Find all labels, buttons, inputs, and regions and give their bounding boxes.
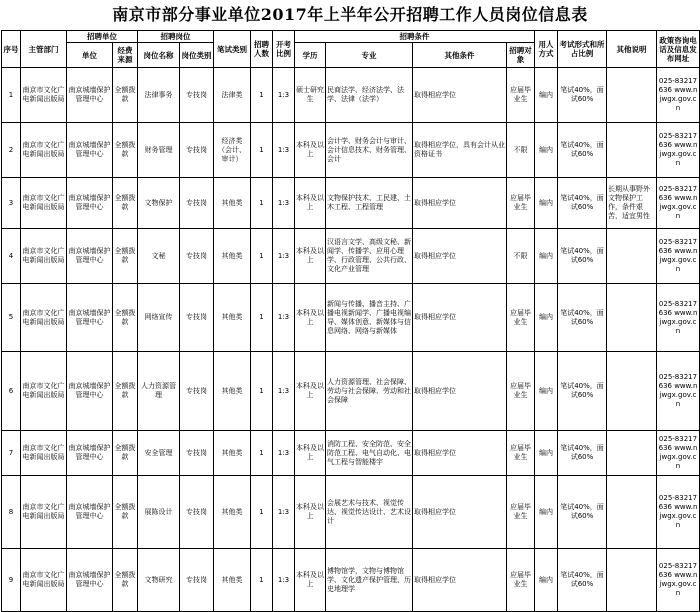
cell-major: 消防工程、安全防范、安全防范工程、电气自动化、电气工程与智能楼宇 (326, 431, 413, 476)
cell-ratio: 1:3 (273, 123, 295, 178)
cell-education: 本科及以上 (295, 352, 326, 431)
cell-post: 安全管理 (138, 431, 180, 476)
cell-notes (607, 229, 657, 284)
cell-funding: 全额拨款 (113, 178, 138, 229)
cell-notes (607, 284, 657, 352)
cell-post: 法律事务 (138, 68, 180, 123)
cell-seq: 6 (2, 352, 21, 431)
cell-major: 博物馆学，文物与博物馆学、文化遗产保护管理、历史地理学 (326, 549, 413, 612)
header-major: 专业 (326, 43, 413, 68)
header-post-type: 岗位类别 (180, 43, 214, 68)
cell-exam: 法律类 (214, 68, 251, 123)
cell-exam: 其他类 (214, 178, 251, 229)
cell-dept: 南京市文化广电新闻出版局 (21, 284, 67, 352)
header-conditions: 招聘条件 (295, 31, 535, 43)
cell-education: 本科及以上 (295, 123, 326, 178)
cell-exam-form: 笔试40%，面试60% (558, 229, 607, 284)
cell-ratio: 1:3 (273, 68, 295, 123)
header-count: 招聘人数 (251, 31, 273, 68)
cell-employ: 编内 (535, 431, 558, 476)
cell-dept: 南京市文化广电新闻出版局 (21, 352, 67, 431)
header-dept: 主管部门 (21, 31, 67, 68)
cell-ratio: 1:3 (273, 476, 295, 549)
cell-major: 人力资源管理、社会保障、劳动与社会保障、劳动和社会保障 (326, 352, 413, 431)
cell-ratio: 1:3 (273, 284, 295, 352)
cell-dept: 南京市文化广电新闻出版局 (21, 68, 67, 123)
cell-dept: 南京市文化广电新闻出版局 (21, 123, 67, 178)
cell-other: 取得相应学位 (413, 68, 507, 123)
cell-education: 本科及以上 (295, 431, 326, 476)
cell-funding: 全额拨款 (113, 123, 138, 178)
table-row (2, 68, 700, 123)
cell-seq: 9 (2, 549, 21, 612)
header-employ: 用人方式 (535, 31, 558, 68)
cell-seq: 5 (2, 284, 21, 352)
cell-unit: 南京城墙保护管理中心 (67, 352, 113, 431)
cell-post-type: 专技岗 (180, 229, 214, 284)
cell-count: 1 (251, 284, 273, 352)
cell-ratio: 1:3 (273, 549, 295, 612)
header-seq: 序号 (2, 31, 21, 68)
cell-major: 汉语言文学、高级文秘、新闻学、传播学、应用心理学、行政管理、公共行政、文化产业管理 (326, 229, 413, 284)
cell-major: 会计学、财务会计与审计、会计信息技术、财务管理、会计 (326, 123, 413, 178)
cell-education: 硕士研究生 (295, 68, 326, 123)
cell-exam-form: 笔试40%，面试60% (558, 476, 607, 549)
cell-post-type: 专技岗 (180, 178, 214, 229)
cell-other: 取得相应学位 (413, 352, 507, 431)
cell-exam: 经济类（会计、审计） (214, 123, 251, 178)
cell-exam-form: 笔试40%，面试60% (558, 431, 607, 476)
cell-post: 文秘 (138, 229, 180, 284)
cell-unit: 南京城墙保护管理中心 (67, 476, 113, 549)
cell-education: 本科及以上 (295, 178, 326, 229)
cell-exam-form: 笔试40%，面试60% (558, 123, 607, 178)
cell-dept: 南京市文化广电新闻出版局 (21, 431, 67, 476)
cell-major: 民商法学、经济法学、法学、法律（法学） (326, 68, 413, 123)
cell-count: 1 (251, 476, 273, 549)
cell-ratio: 1:3 (273, 229, 295, 284)
cell-employ: 编内 (535, 178, 558, 229)
cell-major: 会展艺术与技术、视觉传达、视觉传达设计、艺术设计 (326, 476, 413, 549)
header-funding: 经费来源 (113, 43, 138, 68)
cell-exam-form: 笔试40%，面试60% (558, 352, 607, 431)
cell-count: 1 (251, 68, 273, 123)
cell-post: 文物研究 (138, 549, 180, 612)
cell-seq: 1 (2, 68, 21, 123)
cell-notes (607, 431, 657, 476)
cell-seq: 3 (2, 178, 21, 229)
cell-post: 人力资源管理 (138, 352, 180, 431)
cell-count: 1 (251, 123, 273, 178)
table-row (2, 431, 700, 476)
cell-target: 应届毕业生 (507, 68, 535, 123)
cell-funding: 全额拨款 (113, 549, 138, 612)
cell-dept: 南京市文化广电新闻出版局 (21, 229, 67, 284)
cell-education: 本科及以上 (295, 476, 326, 549)
cell-ratio: 1:3 (273, 178, 295, 229)
table-row (2, 352, 700, 431)
cell-employ: 编内 (535, 123, 558, 178)
cell-education: 本科及以上 (295, 284, 326, 352)
cell-post-type: 专技岗 (180, 68, 214, 123)
cell-target: 应届毕业生 (507, 476, 535, 549)
cell-contact: 025-83217636 www.njwgx.gov.cn (657, 549, 700, 612)
cell-notes (607, 476, 657, 549)
table-row (2, 178, 700, 229)
cell-exam: 其他类 (214, 284, 251, 352)
cell-employ: 编内 (535, 68, 558, 123)
table-row (2, 229, 700, 284)
cell-post: 网络宣传 (138, 284, 180, 352)
cell-post: 展陈设计 (138, 476, 180, 549)
cell-seq: 2 (2, 123, 21, 178)
cell-count: 1 (251, 431, 273, 476)
cell-employ: 编内 (535, 284, 558, 352)
table-row (2, 284, 700, 352)
cell-other: 取得相应学位 (413, 229, 507, 284)
cell-target: 不限 (507, 229, 535, 284)
cell-post-type: 专技岗 (180, 123, 214, 178)
cell-major: 新闻与传播、播音主持、广播电视新闻学、广播电视编导、媒体创意、新媒体与信息网络、网络与新媒体 (326, 284, 413, 352)
cell-contact: 025-83217636 www.njwgx.gov.cn (657, 352, 700, 431)
cell-contact: 025-83217636 www.njwgx.gov.cn (657, 431, 700, 476)
cell-notes (607, 352, 657, 431)
cell-funding: 全额拨款 (113, 68, 138, 123)
cell-unit: 南京城墙保护管理中心 (67, 229, 113, 284)
header-exam-form: 考试形式和所占比例 (558, 31, 607, 68)
cell-target: 应届毕业生 (507, 352, 535, 431)
job-table (1, 30, 700, 612)
cell-target: 应届毕业生 (507, 431, 535, 476)
header-notes: 其他说明 (607, 31, 657, 68)
cell-exam-form: 笔试40%，面试60% (558, 284, 607, 352)
cell-target: 不限 (507, 123, 535, 178)
cell-post-type: 专技岗 (180, 431, 214, 476)
cell-notes: 长期从事野外文物保护工作，条件艰苦，适宜男性 (607, 178, 657, 229)
cell-unit: 南京城墙保护管理中心 (67, 178, 113, 229)
cell-post-type: 专技岗 (180, 476, 214, 549)
cell-employ: 编内 (535, 352, 558, 431)
cell-exam: 其他类 (214, 549, 251, 612)
cell-other: 取得相应学位 (413, 549, 507, 612)
cell-ratio: 1:3 (273, 352, 295, 431)
cell-dept: 南京市文化广电新闻出版局 (21, 178, 67, 229)
cell-count: 1 (251, 229, 273, 284)
cell-other: 取得相应学位 (413, 476, 507, 549)
header-education: 学历 (295, 43, 326, 68)
cell-target: 应届毕业生 (507, 549, 535, 612)
header-unit: 单位 (67, 43, 113, 68)
cell-count: 1 (251, 549, 273, 612)
header-ratio: 开考比例 (273, 31, 295, 68)
cell-funding: 全额拨款 (113, 284, 138, 352)
cell-seq: 8 (2, 476, 21, 549)
cell-exam-form: 笔试40%，面试60% (558, 549, 607, 612)
cell-funding: 全额拨款 (113, 229, 138, 284)
cell-unit: 南京城墙保护管理中心 (67, 123, 113, 178)
header-recruit-post: 招聘岗位 (138, 31, 214, 43)
cell-notes (607, 549, 657, 612)
cell-post-type: 专技岗 (180, 549, 214, 612)
cell-employ: 编内 (535, 229, 558, 284)
cell-ratio: 1:3 (273, 431, 295, 476)
cell-contact: 025-83217636 www.njwgx.gov.cn (657, 284, 700, 352)
cell-exam-form: 笔试40%，面试60% (558, 178, 607, 229)
table-row (2, 123, 700, 178)
cell-notes (607, 68, 657, 123)
cell-count: 1 (251, 352, 273, 431)
cell-other: 取得相应学位 (413, 284, 507, 352)
cell-exam: 其他类 (214, 431, 251, 476)
cell-exam-form: 笔试40%，面试60% (558, 68, 607, 123)
cell-major: 文物保护技术、工民建、土木工程、工程管理 (326, 178, 413, 229)
cell-target: 应届毕业生 (507, 178, 535, 229)
cell-unit: 南京城墙保护管理中心 (67, 431, 113, 476)
header-exam-type: 笔试类别 (214, 31, 251, 68)
cell-employ: 编内 (535, 476, 558, 549)
cell-exam: 其他类 (214, 352, 251, 431)
cell-notes (607, 123, 657, 178)
cell-seq: 7 (2, 431, 21, 476)
cell-other: 取得相应学位 (413, 431, 507, 476)
header-recruit-unit: 招聘单位 (67, 31, 138, 43)
cell-post-type: 专技岗 (180, 284, 214, 352)
cell-education: 本科及以上 (295, 229, 326, 284)
cell-contact: 025-83217636 www.njwgx.gov.cn (657, 178, 700, 229)
cell-dept: 南京市文化广电新闻出版局 (21, 476, 67, 549)
table-row (2, 476, 700, 549)
cell-contact: 025-83217636 www.njwgx.gov.cn (657, 229, 700, 284)
header-other: 其他条件 (413, 43, 507, 68)
page-title: 南京市部分事业单位2017年上半年公开招聘工作人员岗位信息表 (112, 5, 588, 24)
header-post-name: 岗位名称 (138, 43, 180, 68)
header-target: 招聘对象 (507, 43, 535, 68)
cell-funding: 全额拨款 (113, 476, 138, 549)
cell-contact: 025-83217636 www.njwgx.gov.cn (657, 68, 700, 123)
cell-contact: 025-83217636 www.njwgx.gov.cn (657, 123, 700, 178)
cell-exam: 其他类 (214, 476, 251, 549)
cell-contact: 025-83217636 www.njwgx.gov.cn (657, 476, 700, 549)
cell-dept: 南京市文化广电新闻出版局 (21, 549, 67, 612)
cell-other: 取得相应学位 (413, 178, 507, 229)
cell-count: 1 (251, 178, 273, 229)
cell-funding: 全额拨款 (113, 431, 138, 476)
cell-seq: 4 (2, 229, 21, 284)
cell-other: 取得相应学位，具有会计从业资格证书 (413, 123, 507, 178)
cell-education: 本科及以上 (295, 549, 326, 612)
cell-funding: 全额拨款 (113, 352, 138, 431)
cell-post: 文物保护 (138, 178, 180, 229)
cell-unit: 南京城墙保护管理中心 (67, 284, 113, 352)
header-contact: 政策咨询电话及信息发布网址 (657, 31, 700, 68)
table-row (2, 549, 700, 612)
cell-post: 财务管理 (138, 123, 180, 178)
cell-target: 应届毕业生 (507, 284, 535, 352)
cell-unit: 南京城墙保护管理中心 (67, 549, 113, 612)
cell-employ: 编内 (535, 549, 558, 612)
cell-exam: 其他类 (214, 229, 251, 284)
cell-unit: 南京城墙保护管理中心 (67, 68, 113, 123)
cell-post-type: 专技岗 (180, 352, 214, 431)
